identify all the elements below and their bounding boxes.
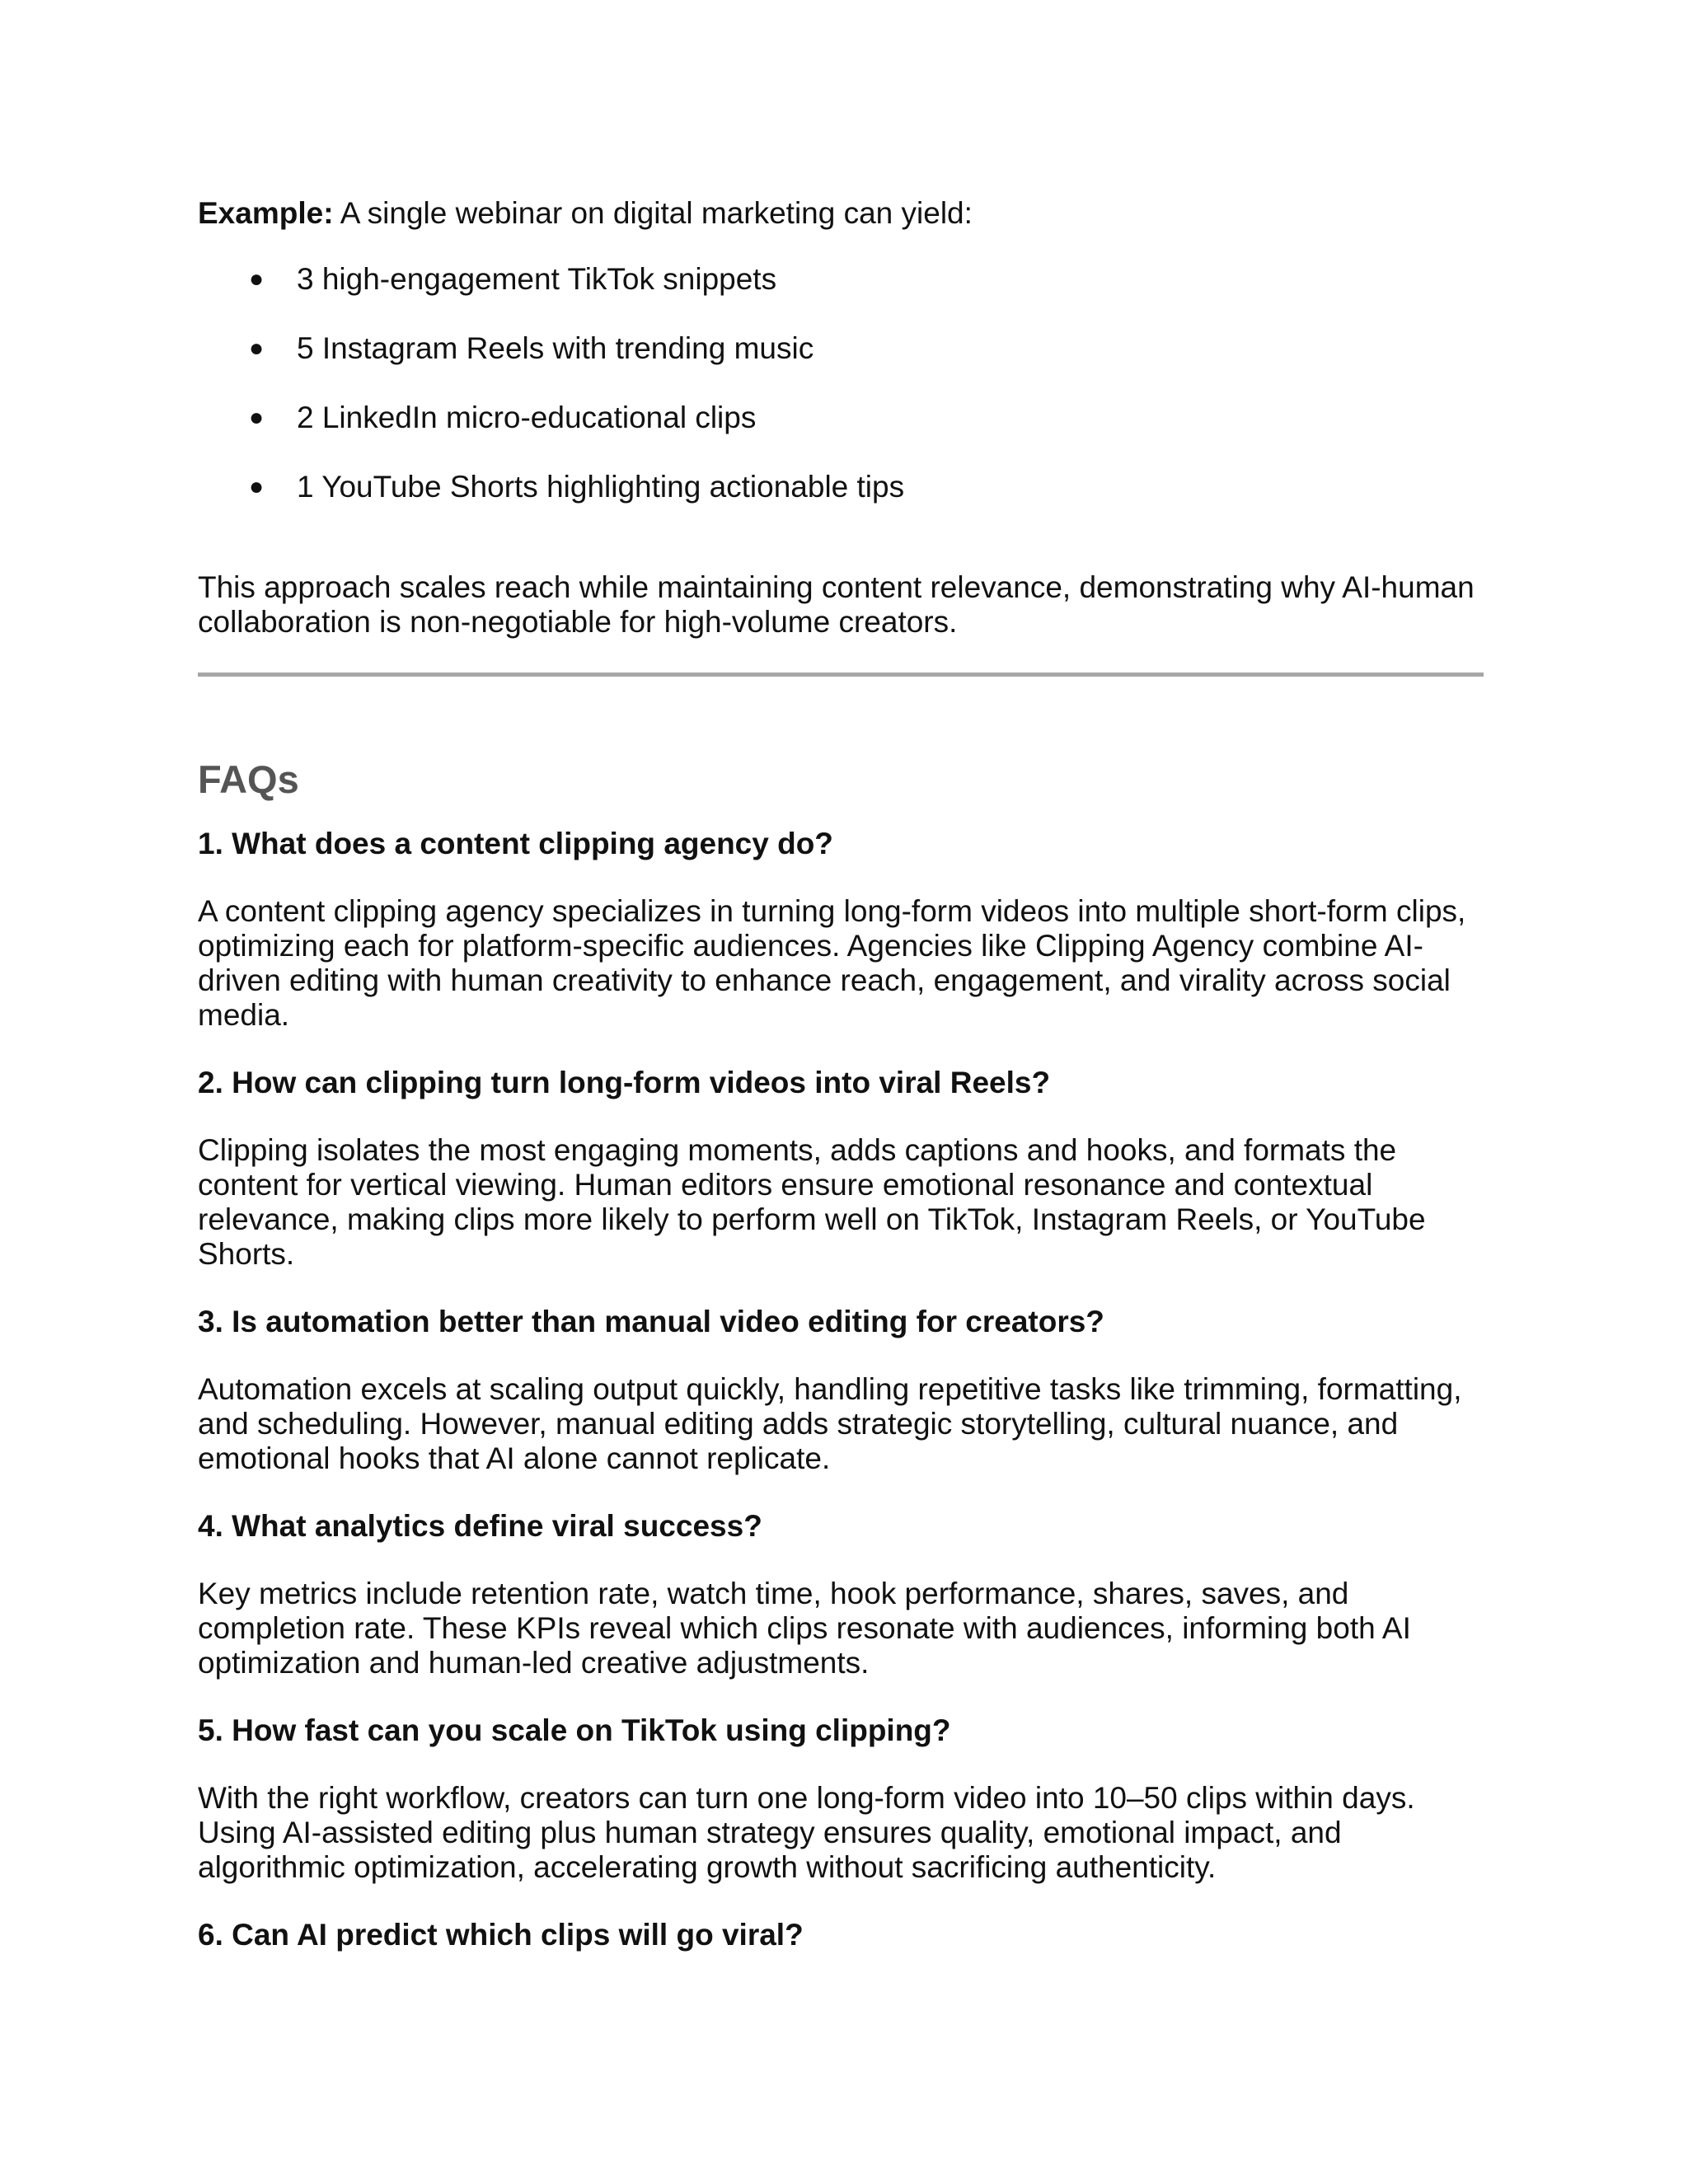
faq-answer: Automation excels at scaling output quickly, handling repetitive tasks like trimming, formatting, and scheduling. However, manual editing adds strategic storytelling, cultural nuance, and emotional hooks that AI alone cannot replicate. [198,1372,1462,1475]
faq-question: 6. Can AI predict which clips will go viral? [198,1918,804,1952]
list-item [198,401,1484,435]
faq-item-6 [198,1918,1484,1952]
faqs-heading: FAQs [198,757,299,801]
faq-answer: Key metrics include retention rate, watch time, hook performance, shares, saves, and completion rate. These KPIs reveal which clips resonate with audiences, informing both AI optimization and human-led creative adjustments. [198,1577,1411,1680]
faq-answer: With the right workflow, creators can turn one long-form video into 10–50 clips within days. Using AI-assisted editing plus human strategy ensures quality, emotional impact, and algorithmic optimization, accelerating growth without sacrificing authenticity. [198,1781,1415,1884]
bullet-icon: ● [249,473,265,500]
example-text: A single webinar on digital marketing can yield: [333,196,973,230]
faq-question: 2. How can clipping turn long-form videos into viral Reels? [198,1066,1051,1099]
faq-answer: Clipping isolates the most engaging moments, adds captions and hooks, and formats the content for vertical viewing. Human editors ensure emotional resonance and contextual relevance, making clips more likely to perform well on TikTok, Instagram Reels, or YouTube Shorts. [198,1133,1426,1271]
faq-question: 1. What does a content clipping agency do? [198,827,833,860]
bullet-icon: ● [249,265,265,293]
list-item-text: 3 high-engagement TikTok snippets [297,262,777,296]
example-label: Example: [198,196,334,230]
list-item [198,262,1484,297]
faq-item-2 [198,1066,1484,1272]
faq-question: 5. How fast can you scale on TikTok using clipping? [198,1713,951,1747]
list-item-text: 2 LinkedIn micro-educational clips [297,401,757,434]
faq-item-3 [198,1305,1484,1476]
faq-question: 4. What analytics define viral success? [198,1509,762,1543]
list-item-text: 1 YouTube Shorts highlighting actionable tips [297,470,905,504]
summary-paragraph: This approach scales reach while maintaining content relevance, demonstrating why AI-human collaboration is non-negotiable for high-volume creators. [198,570,1475,639]
faq-item-5 [198,1713,1484,1885]
bullet-icon: ● [249,335,265,362]
faq-answer: A content clipping agency specializes in turning long-form videos into multiple short-form clips, optimizing each for platform-specific audiences. Agencies like Clipping Agency combine AI-driven editing with human creativity to enhance reach, engagement, and virality across social media. [198,894,1466,1032]
faq-item-1 [198,827,1484,1033]
horizontal-divider [198,673,1484,677]
faq-item-4 [198,1509,1484,1680]
example-bullet-list [198,262,1484,504]
document-content [198,196,1484,1952]
example-intro [198,196,1484,231]
faq-question: 3. Is automation better than manual video editing for creators? [198,1305,1104,1338]
list-item [198,331,1484,366]
list-item [198,470,1484,504]
list-item-text: 5 Instagram Reels with trending music [297,331,814,365]
bullet-icon: ● [249,404,265,431]
